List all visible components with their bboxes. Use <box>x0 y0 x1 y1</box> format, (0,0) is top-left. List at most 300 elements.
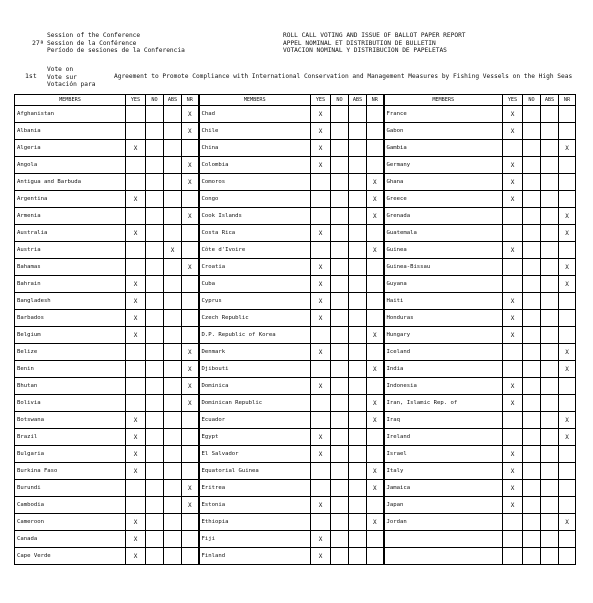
table-row <box>15 259 576 276</box>
vote-nr-cell: X <box>182 497 199 514</box>
vote-abs-cell <box>541 310 559 327</box>
vote-abs-cell <box>349 361 367 378</box>
member-name-cell: Cuba <box>199 276 311 293</box>
vote-no-cell <box>331 531 349 548</box>
vote-no-cell <box>523 293 541 310</box>
vote-yes-cell: X <box>503 327 523 344</box>
vote-nr-cell <box>559 123 576 140</box>
vote-yes-cell: X <box>126 327 146 344</box>
vote-no-cell <box>331 446 349 463</box>
vote-no-cell <box>331 310 349 327</box>
vote-abs-cell <box>541 378 559 395</box>
member-name-cell: Guatemala <box>384 225 503 242</box>
vote-yes-cell <box>503 361 523 378</box>
vote-no-cell <box>146 429 164 446</box>
table-row <box>15 480 576 497</box>
col-header-nr: NR <box>367 95 384 106</box>
vote-yes-cell: X <box>311 344 331 361</box>
roll-call-table <box>14 94 576 565</box>
vote-abs-cell <box>164 344 182 361</box>
vote-no-cell <box>523 242 541 259</box>
vote-abs-cell <box>349 293 367 310</box>
vote-no-cell <box>523 344 541 361</box>
vote-nr-cell <box>559 293 576 310</box>
vote-yes-cell <box>126 480 146 497</box>
member-name-cell: Bulgaria <box>15 446 126 463</box>
vote-nr-cell <box>559 174 576 191</box>
vote-yes-cell <box>126 378 146 395</box>
vote-yes-cell <box>311 208 331 225</box>
vote-no-cell <box>146 157 164 174</box>
member-name-cell <box>384 531 503 548</box>
vote-no-cell <box>523 123 541 140</box>
vote-nr-cell: X <box>367 463 384 480</box>
vote-yes-cell <box>126 123 146 140</box>
vote-abs-cell <box>164 140 182 157</box>
vote-abs-cell <box>164 548 182 565</box>
vote-no-cell <box>331 514 349 531</box>
vote-nr-cell <box>367 140 384 157</box>
table-row <box>15 429 576 446</box>
member-name-cell: Ireland <box>384 429 503 446</box>
vote-no-cell <box>146 259 164 276</box>
member-name-cell: Bangladesh <box>15 293 126 310</box>
member-name-cell: Benin <box>15 361 126 378</box>
vote-no-cell <box>523 225 541 242</box>
vote-abs-cell <box>164 293 182 310</box>
member-name-cell: Botswana <box>15 412 126 429</box>
report-title <box>283 32 466 55</box>
vote-yes-cell <box>503 208 523 225</box>
vote-abs-cell <box>349 531 367 548</box>
vote-yes-cell: X <box>311 446 331 463</box>
member-name-cell: Chile <box>199 123 311 140</box>
vote-abs-cell <box>349 310 367 327</box>
vote-yes-cell <box>311 395 331 412</box>
table-row <box>15 276 576 293</box>
vote-no-cell <box>523 276 541 293</box>
vote-yes-cell: X <box>126 548 146 565</box>
vote-nr-cell <box>367 378 384 395</box>
member-name-cell: Japan <box>384 497 503 514</box>
vote-yes-cell <box>126 259 146 276</box>
member-name-cell: Jamaica <box>384 480 503 497</box>
member-name-cell: Guinea <box>384 242 503 259</box>
member-name-cell: India <box>384 361 503 378</box>
vote-no-cell <box>331 293 349 310</box>
vote-abs-cell <box>349 548 367 565</box>
vote-yes-cell: X <box>126 310 146 327</box>
vote-nr-cell: X <box>367 361 384 378</box>
vote-no-cell <box>331 412 349 429</box>
vote-no-cell <box>331 548 349 565</box>
vote-no-cell <box>146 140 164 157</box>
member-name-cell: Côte d'Ivoire <box>199 242 311 259</box>
member-name-cell: Honduras <box>384 310 503 327</box>
vote-abs-cell <box>541 157 559 174</box>
member-name-cell: Antigua and Barbuda <box>15 174 126 191</box>
vote-nr-cell <box>559 480 576 497</box>
member-name-cell: Germany <box>384 157 503 174</box>
vote-yes-cell: X <box>311 310 331 327</box>
table-row <box>15 157 576 174</box>
vote-nr-cell <box>367 293 384 310</box>
vote-nr-cell <box>559 446 576 463</box>
vote-no-cell <box>331 123 349 140</box>
vote-abs-cell <box>164 497 182 514</box>
table-header-row <box>15 95 576 106</box>
col-header-abs: ABS <box>349 95 367 106</box>
vote-nr-cell: X <box>182 259 199 276</box>
vote-no-cell <box>331 395 349 412</box>
col-header-members: MEMBERS <box>199 95 311 106</box>
vote-abs-cell <box>541 276 559 293</box>
vote-nr-cell <box>182 429 199 446</box>
member-name-cell: Cyprus <box>199 293 311 310</box>
vote-no-cell <box>146 480 164 497</box>
vote-no-cell <box>146 106 164 123</box>
vote-nr-cell <box>367 497 384 514</box>
table-row <box>15 208 576 225</box>
vote-nr-cell <box>559 106 576 123</box>
vote-abs-cell <box>164 378 182 395</box>
vote-nr-cell: X <box>559 140 576 157</box>
member-name-cell: China <box>199 140 311 157</box>
vote-no-cell <box>523 259 541 276</box>
vote-no-cell <box>331 480 349 497</box>
member-name-cell: Angola <box>15 157 126 174</box>
vote-nr-cell <box>182 531 199 548</box>
vote-abs-cell <box>541 327 559 344</box>
vote-no-cell <box>523 191 541 208</box>
col-header-no: NO <box>523 95 541 106</box>
vote-nr-cell <box>367 310 384 327</box>
vote-nr-cell <box>559 191 576 208</box>
member-name-cell: Ethiopia <box>199 514 311 531</box>
vote-abs-cell <box>349 157 367 174</box>
member-name-cell: Egypt <box>199 429 311 446</box>
vote-abs-cell <box>541 429 559 446</box>
vote-yes-cell: X <box>126 514 146 531</box>
vote-nr-cell: X <box>559 276 576 293</box>
member-name-cell: Croatia <box>199 259 311 276</box>
vote-yes-cell <box>503 514 523 531</box>
member-name-cell: Belgium <box>15 327 126 344</box>
vote-abs-cell <box>164 429 182 446</box>
session-number: 27ª <box>32 39 44 47</box>
vote-abs-cell <box>541 293 559 310</box>
vote-nr-cell <box>559 378 576 395</box>
vote-yes-cell: X <box>126 429 146 446</box>
vote-no-cell <box>146 446 164 463</box>
vote-abs-cell <box>349 514 367 531</box>
member-name-cell: Afghanistan <box>15 106 126 123</box>
vote-yes-cell: X <box>311 548 331 565</box>
vote-abs-cell <box>541 463 559 480</box>
vote-abs-cell <box>541 140 559 157</box>
vote-abs-cell <box>541 531 559 548</box>
vote-abs-cell <box>164 157 182 174</box>
vote-no-cell <box>523 208 541 225</box>
table-row <box>15 548 576 565</box>
vote-no-cell <box>523 514 541 531</box>
vote-nr-cell: X <box>182 395 199 412</box>
vote-nr-cell: X <box>559 361 576 378</box>
member-name-cell: Bhutan <box>15 378 126 395</box>
member-name-cell: Gambia <box>384 140 503 157</box>
vote-no-cell <box>146 242 164 259</box>
vote-nr-cell <box>559 310 576 327</box>
vote-nr-cell <box>367 344 384 361</box>
member-name-cell: Equatorial Guinea <box>199 463 311 480</box>
col-header-nr: NR <box>182 95 199 106</box>
vote-abs-cell <box>541 242 559 259</box>
vote-nr-cell: X <box>182 106 199 123</box>
member-name-cell: Indonesia <box>384 378 503 395</box>
session-label <box>47 32 185 55</box>
member-name-cell: Cameroon <box>15 514 126 531</box>
vote-nr-cell: X <box>367 242 384 259</box>
vote-no-cell <box>146 514 164 531</box>
vote-abs-cell <box>349 225 367 242</box>
table-row <box>15 531 576 548</box>
vote-no-cell <box>523 395 541 412</box>
session-label-es: Período de sesiones de la Conferencia <box>47 47 185 54</box>
vote-abs-cell <box>164 259 182 276</box>
table-row <box>15 293 576 310</box>
vote-nr-cell <box>559 548 576 565</box>
member-name-cell: Barbados <box>15 310 126 327</box>
vote-yes-cell: X <box>503 123 523 140</box>
vote-yes-cell <box>311 480 331 497</box>
vote-no-cell <box>146 225 164 242</box>
session-label-en: Session of the Conference <box>47 32 141 39</box>
table-row <box>15 191 576 208</box>
vote-on-fr: Vote sur <box>47 73 77 81</box>
vote-no-cell <box>523 412 541 429</box>
vote-yes-cell: X <box>126 140 146 157</box>
vote-abs-cell <box>349 123 367 140</box>
vote-nr-cell: X <box>182 361 199 378</box>
vote-yes-cell: X <box>503 463 523 480</box>
member-name-cell: Colombia <box>199 157 311 174</box>
vote-yes-cell: X <box>503 378 523 395</box>
vote-yes-cell <box>311 463 331 480</box>
vote-abs-cell <box>164 106 182 123</box>
vote-abs-cell <box>349 497 367 514</box>
vote-yes-cell: X <box>311 293 331 310</box>
vote-no-cell <box>523 140 541 157</box>
vote-yes-cell <box>311 361 331 378</box>
vote-nr-cell: X <box>367 327 384 344</box>
vote-abs-cell <box>541 412 559 429</box>
vote-yes-cell: X <box>503 395 523 412</box>
vote-yes-cell <box>126 361 146 378</box>
vote-no-cell <box>523 480 541 497</box>
vote-no-cell <box>146 531 164 548</box>
vote-no-cell <box>523 548 541 565</box>
member-name-cell: Dominica <box>199 378 311 395</box>
vote-no-cell <box>523 531 541 548</box>
col-header-yes: YES <box>311 95 331 106</box>
vote-nr-cell <box>367 157 384 174</box>
vote-nr-cell: X <box>367 514 384 531</box>
vote-yes-cell: X <box>503 480 523 497</box>
member-name-cell: Dominican Republic <box>199 395 311 412</box>
vote-yes-cell <box>311 412 331 429</box>
vote-abs-cell <box>164 395 182 412</box>
member-name-cell: Chad <box>199 106 311 123</box>
member-name-cell: Brazil <box>15 429 126 446</box>
vote-abs-cell <box>349 208 367 225</box>
vote-abs-cell <box>541 106 559 123</box>
vote-yes-cell <box>126 497 146 514</box>
member-name-cell: Australia <box>15 225 126 242</box>
vote-nr-cell: X <box>559 208 576 225</box>
vote-nr-cell <box>559 242 576 259</box>
vote-abs-cell <box>164 225 182 242</box>
vote-yes-cell <box>126 174 146 191</box>
vote-yes-cell: X <box>126 293 146 310</box>
vote-nr-cell: X <box>182 174 199 191</box>
member-name-cell: El Salvador <box>199 446 311 463</box>
table-row <box>15 378 576 395</box>
member-name-cell: Ghana <box>384 174 503 191</box>
vote-nr-cell: X <box>367 191 384 208</box>
member-name-cell: Guinea-Bissau <box>384 259 503 276</box>
member-name-cell: Argentina <box>15 191 126 208</box>
member-name-cell: Iraq <box>384 412 503 429</box>
vote-nr-cell <box>559 157 576 174</box>
vote-yes-cell: X <box>503 242 523 259</box>
member-name-cell: Haiti <box>384 293 503 310</box>
vote-nr-cell <box>559 395 576 412</box>
vote-nr-cell <box>182 276 199 293</box>
vote-abs-cell <box>541 225 559 242</box>
vote-yes-cell: X <box>126 412 146 429</box>
table-row <box>15 106 576 123</box>
vote-yes-cell <box>503 548 523 565</box>
vote-yes-cell: X <box>311 140 331 157</box>
vote-nr-cell <box>182 548 199 565</box>
table-row <box>15 446 576 463</box>
vote-no-cell <box>146 327 164 344</box>
vote-nr-cell <box>182 412 199 429</box>
table-row <box>15 344 576 361</box>
vote-on-es: Votación para <box>47 81 96 88</box>
vote-no-cell <box>146 378 164 395</box>
col-header-no: NO <box>146 95 164 106</box>
vote-abs-cell <box>541 480 559 497</box>
vote-nr-cell: X <box>559 225 576 242</box>
vote-no-cell <box>146 174 164 191</box>
vote-nr-cell <box>367 225 384 242</box>
member-name-cell: Greece <box>384 191 503 208</box>
vote-abs-cell <box>541 123 559 140</box>
member-name-cell: Armenia <box>15 208 126 225</box>
vote-abs-cell <box>164 463 182 480</box>
vote-nr-cell <box>182 514 199 531</box>
member-name-cell: Guyana <box>384 276 503 293</box>
member-name-cell: Comoros <box>199 174 311 191</box>
vote-nr-cell: X <box>559 259 576 276</box>
member-name-cell: Hungary <box>384 327 503 344</box>
vote-yes-cell: X <box>503 497 523 514</box>
vote-abs-cell <box>349 429 367 446</box>
vote-abs-cell <box>541 395 559 412</box>
vote-abs-cell <box>541 259 559 276</box>
vote-abs-cell <box>349 140 367 157</box>
vote-abs-cell <box>164 191 182 208</box>
vote-no-cell <box>331 157 349 174</box>
col-header-abs: ABS <box>164 95 182 106</box>
table-row <box>15 174 576 191</box>
vote-abs-cell <box>164 514 182 531</box>
vote-no-cell <box>146 412 164 429</box>
report-title-en: ROLL CALL VOTING AND ISSUE OF BALLOT PAPER REPORT <box>283 32 466 39</box>
vote-yes-cell <box>503 276 523 293</box>
member-name-cell: Iceland <box>384 344 503 361</box>
vote-abs-cell <box>541 361 559 378</box>
vote-abs-cell <box>164 412 182 429</box>
member-name-cell: Belize <box>15 344 126 361</box>
vote-abs-cell <box>164 276 182 293</box>
vote-abs-cell <box>349 412 367 429</box>
vote-abs-cell <box>164 208 182 225</box>
member-name-cell: D.P. Republic of Korea <box>199 327 311 344</box>
session-label-fr: Session de la Conférence <box>47 39 137 47</box>
member-name-cell: Czech Republic <box>199 310 311 327</box>
member-name-cell: Albania <box>15 123 126 140</box>
member-name-cell: Gabon <box>384 123 503 140</box>
table-row <box>15 242 576 259</box>
vote-no-cell <box>146 293 164 310</box>
vote-abs-cell <box>541 191 559 208</box>
vote-no-cell <box>331 463 349 480</box>
vote-nr-cell: X <box>559 412 576 429</box>
vote-yes-cell: X <box>311 276 331 293</box>
vote-yes-cell <box>126 106 146 123</box>
vote-abs-cell <box>164 531 182 548</box>
report-title-fr: APPEL NOMINAL ET DISTRIBUTION DE BULLETIN <box>283 39 436 47</box>
vote-no-cell <box>523 106 541 123</box>
vote-yes-cell: X <box>311 429 331 446</box>
member-name-cell: Costa Rica <box>199 225 311 242</box>
member-name-cell: Eritrea <box>199 480 311 497</box>
vote-no-cell <box>146 344 164 361</box>
vote-nr-cell <box>182 310 199 327</box>
table-body <box>15 106 576 565</box>
vote-no-cell <box>331 174 349 191</box>
member-name-cell: Djibouti <box>199 361 311 378</box>
member-name-cell: Israel <box>384 446 503 463</box>
vote-yes-cell <box>126 344 146 361</box>
vote-no-cell <box>146 123 164 140</box>
vote-abs-cell <box>349 242 367 259</box>
vote-nr-cell <box>182 242 199 259</box>
vote-no-cell <box>146 310 164 327</box>
member-name-cell: Cambodia <box>15 497 126 514</box>
vote-abs-cell <box>349 191 367 208</box>
vote-no-cell <box>146 191 164 208</box>
vote-nr-cell: X <box>182 157 199 174</box>
vote-abs-cell <box>164 174 182 191</box>
vote-nr-cell: X <box>182 344 199 361</box>
table-row <box>15 514 576 531</box>
vote-no-cell <box>331 242 349 259</box>
vote-yes-cell <box>503 531 523 548</box>
vote-nr-cell: X <box>182 378 199 395</box>
